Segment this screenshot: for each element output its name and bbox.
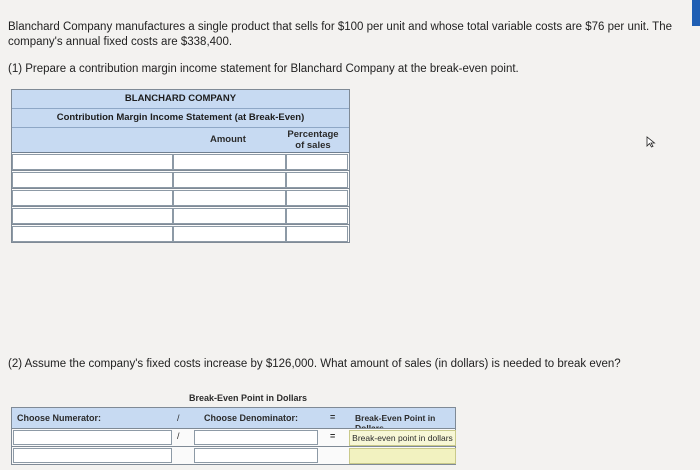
equals-symbol: = (330, 412, 336, 422)
divide-symbol: / (177, 413, 180, 423)
numerator-input[interactable] (13, 430, 172, 445)
amount-input[interactable] (173, 208, 286, 224)
question-intro: Blanchard Company manufactures a single product that sells for $100 per unit and whose total variable costs are $76 per unit. The company's annual fixed costs are $338,400. (8, 21, 672, 48)
breakeven-table (11, 388, 454, 464)
mouse-cursor-icon (646, 136, 656, 148)
percentage-input[interactable] (286, 226, 348, 242)
percentage-input[interactable] (286, 154, 348, 170)
column-amount: Amount (210, 134, 246, 145)
label-input[interactable] (12, 208, 173, 224)
label-input[interactable] (12, 190, 173, 206)
denominator-label: Choose Denominator: (204, 413, 299, 423)
column-percentage: Percentage of sales (287, 129, 339, 151)
statement-row (12, 225, 349, 242)
label-input[interactable] (12, 226, 173, 242)
divide-symbol: / (177, 431, 180, 441)
numerator-label: Choose Numerator: (17, 413, 102, 423)
statement-column-headers (12, 128, 349, 153)
question-part2: (2) Assume the company's fixed costs increase by $126,000. What amount of sales (in dollars) is needed to break even? (8, 358, 621, 370)
percentage-input[interactable] (286, 172, 348, 188)
statement-row (12, 153, 349, 171)
label-input[interactable] (12, 172, 173, 188)
amount-input[interactable] (173, 154, 286, 170)
breakeven-input-row (11, 428, 456, 447)
breakeven-heading: Break-Even Point in Dollars (189, 393, 308, 403)
statement-row (12, 207, 349, 225)
label-input[interactable] (12, 154, 173, 170)
result-input[interactable] (349, 448, 456, 464)
amount-input[interactable] (173, 190, 286, 206)
denominator-input[interactable] (194, 430, 318, 445)
denominator-input[interactable] (194, 448, 318, 463)
equals-symbol: = (330, 431, 336, 441)
amount-input[interactable] (173, 226, 286, 242)
statement-company: BLANCHARD COMPANY (12, 90, 349, 109)
amount-input[interactable] (173, 172, 286, 188)
income-statement-table (11, 89, 350, 243)
breakeven-input-row (11, 446, 456, 465)
statement-row (12, 189, 349, 207)
statement-row (12, 171, 349, 189)
accent-bar (692, 0, 700, 26)
breakeven-header-row (11, 407, 456, 429)
percentage-input[interactable] (286, 208, 348, 224)
percentage-input[interactable] (286, 190, 348, 206)
question-part1: (1) Prepare a contribution margin income statement for Blanchard Company at the break-even point. (8, 63, 519, 75)
numerator-input[interactable] (13, 448, 172, 463)
statement-title: Contribution Margin Income Statement (at Break-Even) (12, 109, 349, 128)
result-label: Break-Even Point in (355, 413, 436, 423)
result-row-label: Break-even point in dollars (349, 430, 456, 446)
